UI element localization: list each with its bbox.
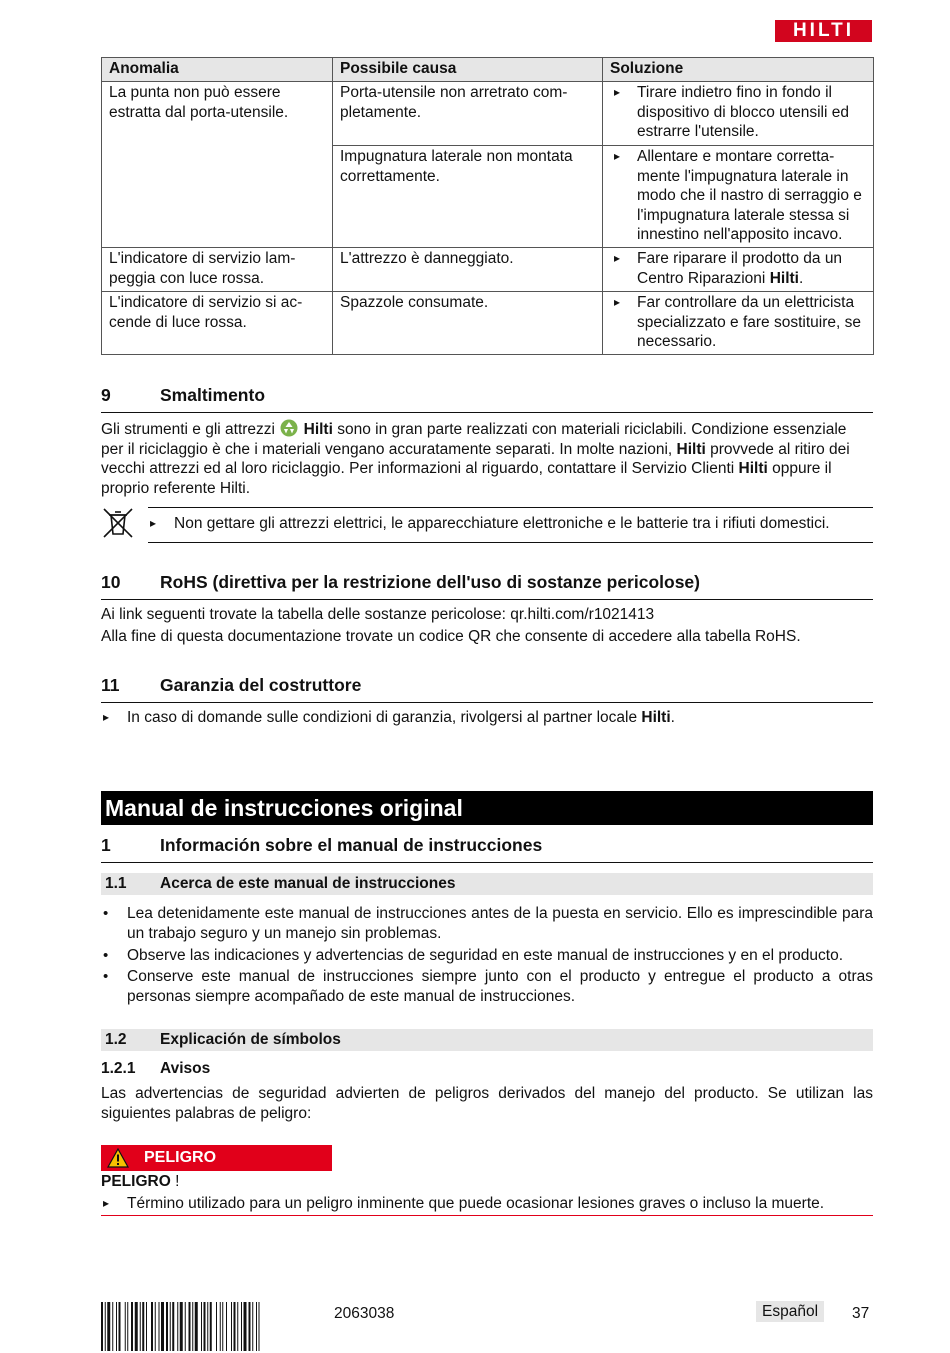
cell-cause: Impugnatura laterale non montata correttamente.: [333, 146, 603, 248]
cell-anomaly: L'indicatore di servizio lam-peggia con luce rossa.: [102, 248, 333, 292]
paragraph-text: sono in gran parte realizzati con materiali riciclabili. Condizione essenziale per il riciclaggio è che i materiali vengano accuratamente separati. In molte nazioni,: [101, 421, 847, 458]
recycle-icon: [279, 419, 299, 437]
brand-name: Hilti: [303, 421, 333, 438]
document-code: 2063038: [334, 1305, 395, 1322]
bullet-dot-icon: •: [103, 968, 109, 985]
subsection-number: 1.1: [105, 875, 127, 892]
danger-label: [101, 1145, 332, 1171]
subsection-heading: [101, 873, 873, 895]
brand-name: Hilti: [641, 709, 671, 726]
item-text-post: .: [670, 709, 675, 726]
paragraph-text: Gli strumenti e gli attrezzi: [101, 421, 275, 438]
danger-rule: [101, 1215, 873, 1216]
table-row: [102, 292, 874, 355]
cell-solution: [603, 248, 874, 292]
language-label: [756, 1302, 824, 1322]
rohs-line-2: Alla fine di questa documentazione trovate un codice QR che consente di accedere alla tabella RoHS.: [101, 628, 801, 645]
disposal-note: [148, 514, 873, 534]
cell-cause: L'attrezzo è danneggiato.: [333, 248, 603, 292]
section-title: RoHS (direttiva per la restrizione dell'uso di sostanze pericolose): [160, 572, 700, 592]
bullet-dot-icon: •: [103, 947, 109, 964]
triangle-bullet-icon: ▸: [103, 710, 110, 724]
crossed-bin-icon: [101, 506, 135, 540]
solution-text: ▸ Tirare indietro fino in fondo il dispositivo di blocco utensili ed estrarre l'utensile.: [610, 83, 867, 142]
page-number: 37: [852, 1305, 870, 1322]
cell-solution: [603, 82, 874, 146]
table-row: [102, 82, 874, 146]
paragraph-text: provvede al ritiro dei vecchi attrezzi ed al loro riciclaggio. Per informazioni al riguardo, contattare il Servizio Clienti: [101, 440, 850, 477]
section-title: Garanzia del costruttore: [160, 675, 362, 695]
paragraph-text: oppure il proprio referente Hilti.: [101, 460, 832, 497]
solution-text-post: .: [798, 269, 804, 287]
brand-name: Hilti: [676, 440, 706, 458]
danger-term: [101, 1172, 179, 1192]
section-heading: [101, 386, 873, 413]
hilti-logo-text: HILTI: [792, 20, 855, 41]
item-text: In caso di domande sulle condizioni di garanzia, rivolgersi al partner locale: [127, 709, 638, 726]
section-title: Smaltimento: [160, 385, 266, 405]
cell-anomaly: La punta non può essere estratta dal porta-utensile.: [102, 82, 333, 248]
section-heading: [101, 836, 873, 863]
subsubsection-number: 1.2.1: [101, 1060, 136, 1077]
note-rule-top: [148, 507, 873, 508]
cell-anomaly: L'indicatore di servizio si ac-cende di luce rossa.: [102, 292, 333, 355]
list-item-text: Lea detenidamente este manual de instrucciones antes de la puesta en servicio. Ello es imprescindible para un trabajo seguro y un manejo sin problemas.: [127, 905, 873, 942]
barcode: [101, 1302, 325, 1351]
subsection-heading: [101, 1029, 873, 1051]
bullet-dot-icon: •: [103, 905, 109, 922]
table-row: [102, 248, 874, 292]
language-text: Español: [756, 1301, 824, 1322]
list-item: [101, 904, 873, 943]
section-number: 10: [101, 572, 121, 592]
hilti-logo: [775, 20, 872, 42]
danger-description-text: Término utilizado para un peligro inminente que puede ocasionar lesiones graves o incluso la muerte.: [127, 1195, 825, 1212]
danger-description: [101, 1194, 873, 1214]
cell-cause: Spazzole consumate.: [333, 292, 603, 355]
solution-text: ▸ Allentare e montare corretta-mente l'impugnatura laterale in modo che il nastro di serraggio e l'impugnatura laterale stessa si innestino nell'apposito incavo.: [610, 147, 867, 245]
cell-solution: [603, 292, 874, 355]
cell-cause: Porta-utensile non arretrato com-pletamente.: [333, 82, 603, 146]
col-header-solution: Soluzione: [603, 58, 874, 82]
danger-term-word: PELIGRO: [101, 1173, 171, 1190]
section-heading: [101, 573, 873, 600]
subsection-number: 1.2: [105, 1031, 127, 1048]
brand-name: Hilti: [769, 269, 799, 287]
list-item-text: Conserve este manual de instrucciones siempre junto con el producto y entregue el producto a otras personas siempre acompañado de este manual de instrucciones.: [127, 968, 873, 1005]
troubleshooting-table: [101, 57, 874, 355]
section-number: 9: [101, 385, 111, 405]
manual-banner: [101, 791, 873, 825]
warnings-intro: Las advertencias de seguridad advierten de peligros derivados del manejo del producto. Se utilizan las siguientes palabras de peligro:: [101, 1085, 873, 1122]
danger-label-text: PELIGRO: [144, 1149, 217, 1166]
section-title: Información sobre el manual de instrucciones: [160, 835, 543, 855]
triangle-bullet-icon: ▸: [150, 516, 157, 530]
subsection-title: Acerca de este manual de instrucciones: [160, 875, 456, 892]
warranty-item: [101, 708, 873, 728]
list-item-text: Observe las indicaciones y advertencias de seguridad en este manual de instrucciones y en el producto.: [127, 947, 843, 964]
col-header-anomaly: Anomalia: [102, 58, 333, 82]
subsection-title: Explicación de símbolos: [160, 1031, 341, 1048]
section-heading: [101, 676, 873, 703]
rohs-line-1: Ai link seguenti trovate la tabella delle sostanze pericolose: qr.hilti.com/r1021413: [101, 606, 655, 623]
warning-triangle-icon: [107, 1148, 129, 1168]
col-header-cause: Possibile causa: [333, 58, 603, 82]
subsubsection-heading: [101, 1059, 873, 1079]
banner-title: Manual de instrucciones original: [105, 795, 463, 821]
list-item: [101, 946, 873, 966]
solution-text: [610, 249, 867, 288]
note-rule-bottom: [148, 542, 873, 543]
solution-text-pre: Fare riparare il prodotto da un Centro Riparazioni: [637, 250, 843, 287]
brand-name: Hilti: [738, 460, 768, 477]
subsubsection-title: Avisos: [160, 1060, 211, 1077]
note-text: Non gettare gli attrezzi elettrici, le apparecchiature elettroniche e le batterie tra i rifiuti domestici.: [174, 515, 830, 532]
triangle-bullet-icon: ▸: [103, 1196, 110, 1210]
disposal-paragraph: [101, 419, 873, 498]
table-header-row: [102, 58, 874, 82]
solution-text: ▸ Far controllare da un elettricista specializzato e fare sostituire, se necessario.: [610, 293, 867, 352]
danger-term-mark: !: [175, 1173, 180, 1190]
list-item: [101, 967, 873, 1006]
section-number: 1: [101, 835, 111, 855]
cell-solution: [603, 146, 874, 248]
section-number: 11: [101, 675, 120, 695]
